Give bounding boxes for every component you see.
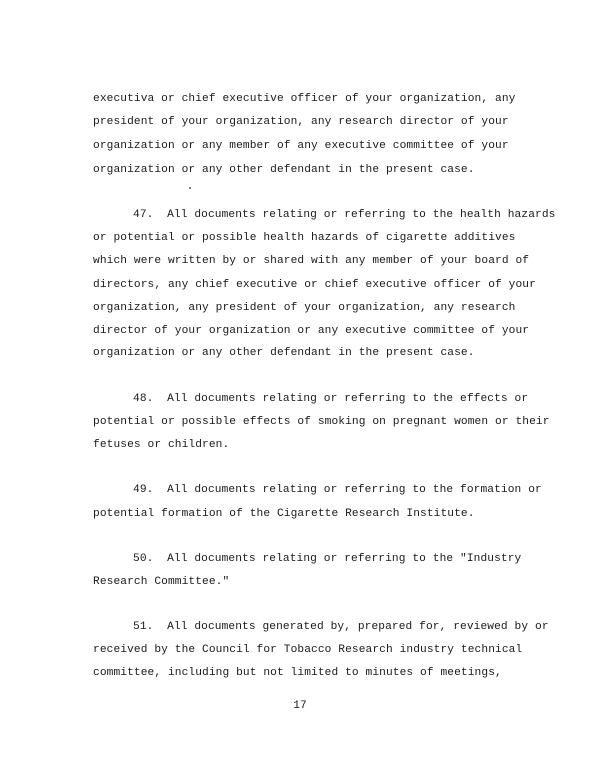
text-line: director of your organization or any executive committee of your <box>93 325 530 337</box>
text-line: organization or any other defendant in the present case. <box>93 164 475 176</box>
page-number: 17 <box>293 700 307 712</box>
text-line: fetuses or children. <box>93 439 230 451</box>
text-line: 47. All documents relating or referring to the health hazards <box>133 209 556 221</box>
text-line: directors, any chief executive or chief executive officer of your <box>93 279 536 291</box>
text-line: potential or possible effects of smoking on pregnant women or their <box>93 416 550 428</box>
text-line: president of your organization, any research director of your <box>93 116 509 128</box>
scan-speck <box>189 187 191 189</box>
text-line: or potential or possible health hazards of cigarette additives <box>93 232 516 244</box>
text-line: which were written by or shared with any member of your board of <box>93 255 530 267</box>
text-line: 48. All documents relating or referring to the effects or <box>133 393 529 405</box>
text-line: organization or any member of any executive committee of your <box>93 140 509 152</box>
text-line: committee, including but not limited to minutes of meetings, <box>93 667 502 679</box>
text-line: 50. All documents relating or referring to the "Industry <box>133 553 522 565</box>
text-line: received by the Council for Tobacco Research industry technical <box>93 644 523 656</box>
text-line: 51. All documents generated by, prepared for, reviewed by or <box>133 621 549 633</box>
text-line: potential formation of the Cigarette Research Institute. <box>93 508 475 520</box>
text-line: Research Committee." <box>93 576 230 588</box>
text-line: organization or any other defendant in the present case. <box>93 347 475 359</box>
text-line: executiva or chief executive officer of your organization, any <box>93 93 516 105</box>
text-line: 49. All documents relating or referring to the formation or <box>133 484 542 496</box>
text-line: organization, any president of your organization, any research <box>93 302 516 314</box>
